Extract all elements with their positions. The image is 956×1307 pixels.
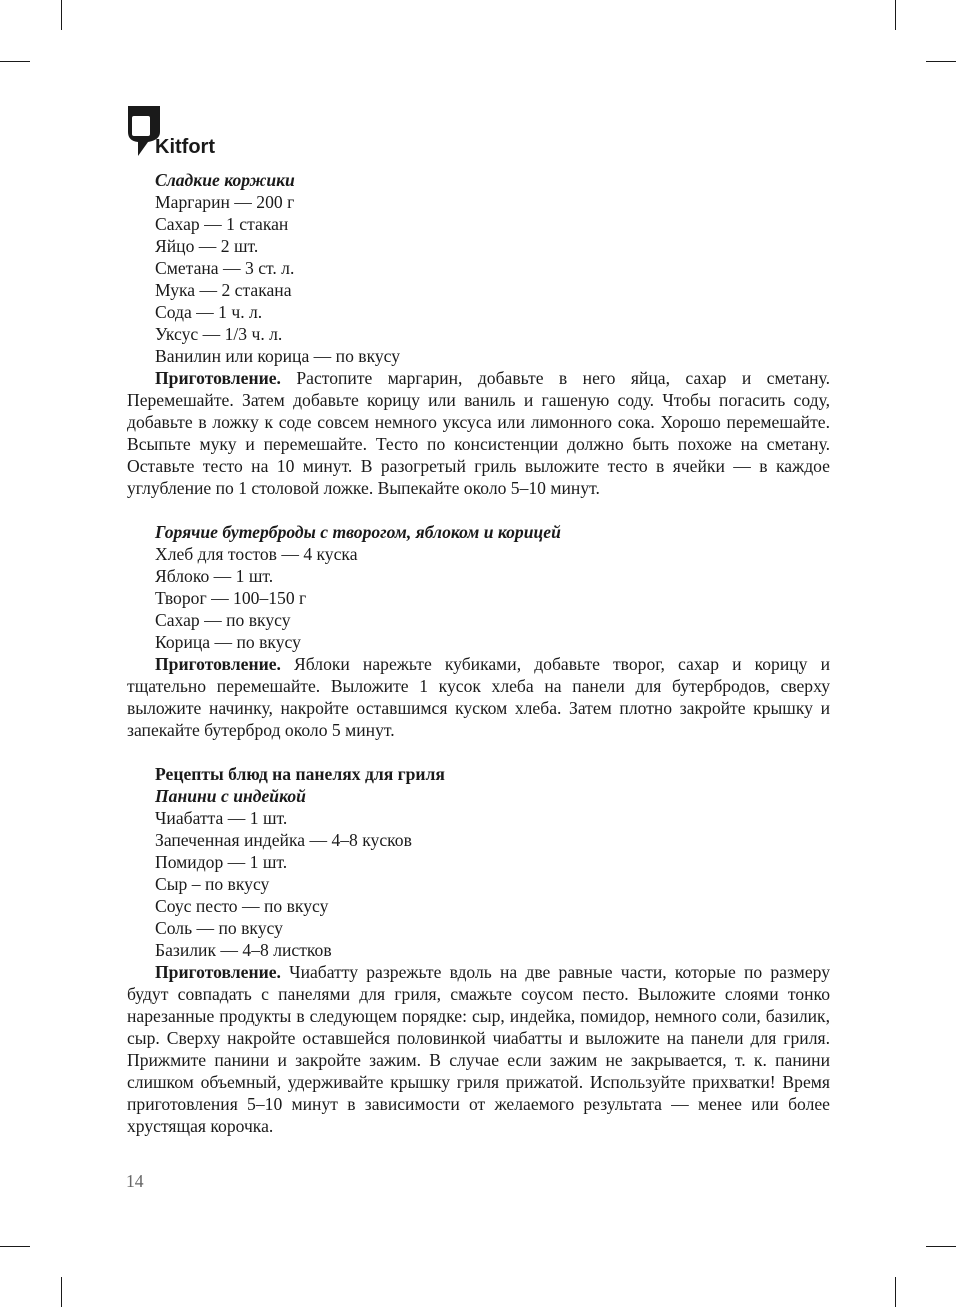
- preparation-label: Приготовление.: [155, 368, 281, 388]
- preparation-paragraph: [127, 653, 830, 741]
- ingredient-line: Соль — по вкусу: [155, 918, 283, 938]
- ingredient-line: Сыр – по вкусу: [155, 874, 270, 894]
- preparation-text: Яблоки нарежьте кубиками, добавьте творог, сахар и корицу и тщательно перемешайте. Выложите 1 кусок хлеба на панели для бутербродов, сверху выложите начинку, накройте оставшимся куском хлеба. Затем плотно закройте крышку и запекайте бутерброд около 5 минут.: [127, 654, 830, 740]
- crop-mark: [61, 1277, 62, 1307]
- recipe-title: Горячие бутерброды с творогом, яблоком и корицей: [155, 522, 561, 542]
- preparation-text: Чиабатту разрежьте вдоль на две равные части, которые по размеру будут совпадать с панелями для гриля, смажьте соусом песто. Выложите слоями тонко нарезанные продукты в следующем порядке: сыр, индейка, помидор, немного соли, базилик, сыр. Сверху накройте оставшейся половинкой чиабатты и выложите на панели для гриля. Прижмите панини и закройте зажим. В случае если зажим не закрывается, т. к. панини слишком объемный, удерживайте крышку гриля прижатой. Используйте прихватки! Время приготовления 5–10 минут в зависимости от желаемого результата — менее или более хрустящая корочка.: [127, 962, 830, 1136]
- section-heading: Рецепты блюд на панелях для гриля: [155, 764, 445, 784]
- ingredient-line: Яйцо — 2 шт.: [155, 236, 259, 256]
- ingredient-line: Творог — 100–150 г: [155, 588, 307, 608]
- ingredient-line: Сахар — по вкусу: [155, 610, 291, 630]
- preparation-label: Приготовление.: [155, 962, 281, 982]
- ingredient-line: Сода — 1 ч. л.: [155, 302, 263, 322]
- crop-mark: [0, 1246, 30, 1247]
- ingredient-line: Базилик — 4–8 листков: [155, 940, 332, 960]
- page-content: [127, 169, 830, 1137]
- ingredient-line: Яблоко — 1 шт.: [155, 566, 274, 586]
- preparation-paragraph: [127, 367, 830, 499]
- ingredient-line: Чиабатта — 1 шт.: [155, 808, 288, 828]
- ingredient-line: Ванилин или корица — по вкусу: [155, 346, 401, 366]
- preparation-paragraph: [127, 961, 830, 1137]
- recipe-title: Сладкие коржики: [155, 170, 295, 190]
- ingredient-line: Соус песто — по вкусу: [155, 896, 329, 916]
- ingredient-line: Корица — по вкусу: [155, 632, 301, 652]
- ingredient-line: Мука — 2 стакана: [155, 280, 292, 300]
- ingredient-line: Запеченная индейка — 4–8 кусков: [155, 830, 412, 850]
- ingredient-line: Уксус — 1/3 ч. л.: [155, 324, 283, 344]
- ingredient-line: Помидор — 1 шт.: [155, 852, 288, 872]
- brand-logo: [126, 106, 236, 158]
- recipe-title: Панини с индейкой: [155, 786, 306, 806]
- preparation-label: Приготовление.: [155, 654, 281, 674]
- page-number: 14: [126, 1171, 144, 1191]
- ingredient-line: Маргарин — 200 г: [155, 192, 295, 212]
- crop-mark: [895, 0, 896, 30]
- ingredient-line: Сметана — 3 ст. л.: [155, 258, 295, 278]
- crop-mark: [61, 0, 62, 30]
- brand-name: Kitfort: [155, 136, 215, 158]
- crop-mark: [895, 1277, 896, 1307]
- crop-mark: [926, 1246, 956, 1247]
- crop-mark: [926, 61, 956, 62]
- preparation-text: Растопите маргарин, добавьте в него яйца, сахар и сметану. Перемешайте. Затем добавьте корицу или ваниль и гашеную соду. Чтобы погасить соду, добавьте в ложку к соде совсем немного уксуса или лимонного сока. Хорошо перемешайте. Всыпьте муку и перемешайте. Тесто по консистенции должно быть похоже на сметану. Оставьте тесто на 10 минут. В разогретый гриль выложите тесто в ячейки — в каждое углубление по 1 столовой ложке. Выпекайте около 5–10 минут.: [127, 368, 830, 498]
- ingredient-line: Хлеб для тостов — 4 куска: [155, 544, 358, 564]
- crop-mark: [0, 61, 30, 62]
- ingredient-line: Сахар — 1 стакан: [155, 214, 289, 234]
